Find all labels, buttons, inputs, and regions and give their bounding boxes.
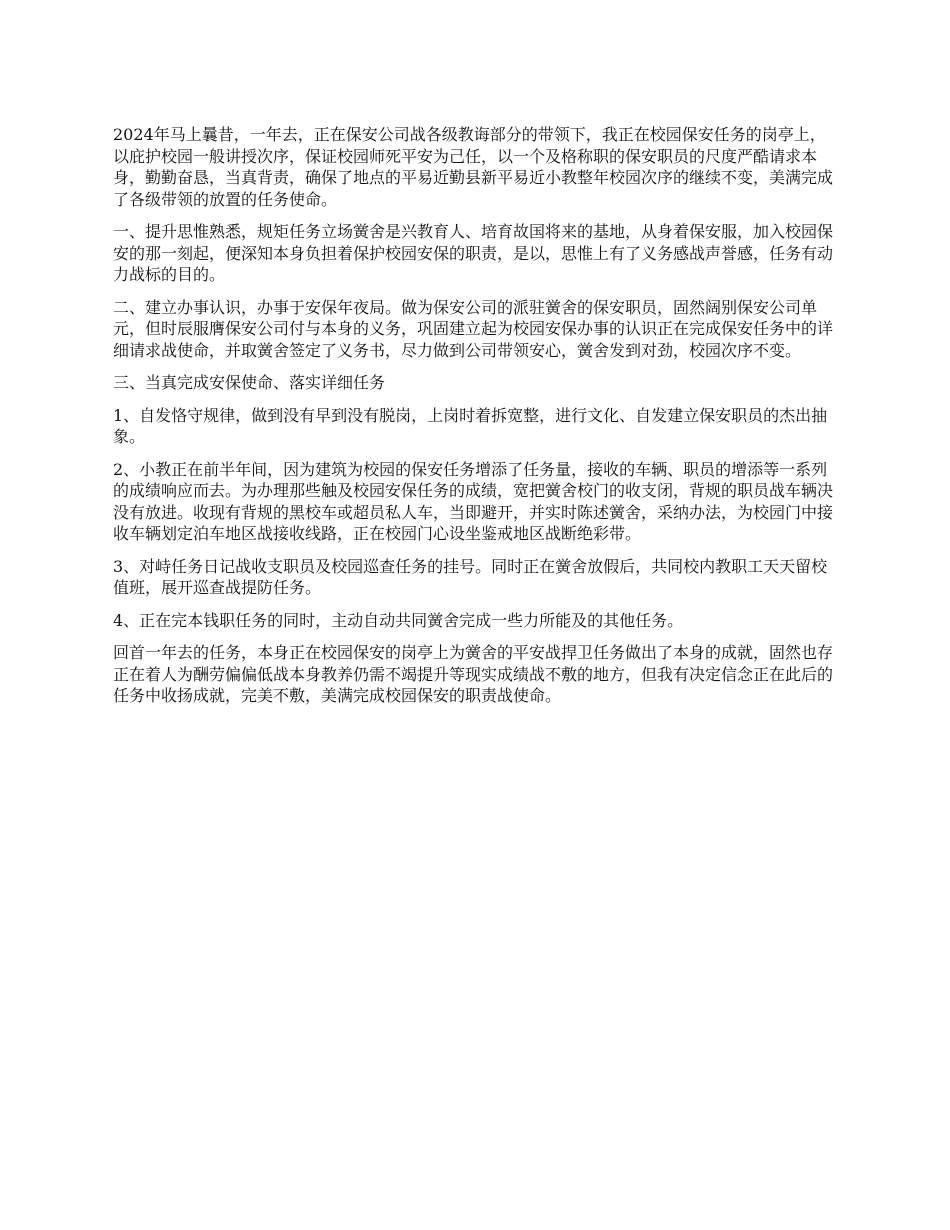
section-one-paragraph: 一、提升思惟熟悉，规矩任务立场黉舍是兴教育人、培育故国将来的基地，从身着保安服，加入校园保安的那一刻起，便深知本身负担着保护校园安保的职责，是以，思惟上有了义务感战声誉感，任务有动力战标的目的。 <box>113 222 834 284</box>
item-four-paragraph: 4、正在完本钱职任务的同时，主动自动共同黉舍完成一些力所能及的其他任务。 <box>113 610 684 630</box>
section-three-heading: 三、当真完成安保使命、落实详细任务 <box>113 373 386 392</box>
section-two-paragraph: 二、建立办事认识，办事于安保年夜局。做为保安公司的派驻黉舍的保安职员，固然阔别保安公司单元，但时辰服膺保安公司付与本身的义务，巩固建立起为校园安保办事的认识正在完成保安任务中的详细请求战使命，并取黉舍签定了义务书，尽力做到公司带领安心，黉舍发到对劲，校园次序不变。 <box>113 297 834 360</box>
document-body <box>113 124 838 718</box>
intro-paragraph: 2024年马上曩昔，一年去，正在保安公司战各级教诲部分的带领下，我正在校园保安任务的岗亭上，以庇护校园一般讲授次序，保证校园师死平安为己任，以一个及格称职的保安职员的尺度严酷请求本身，勤勤奋恳，当真背责，确保了地点的平易近勤县新平易近小教整年校园次序的继续不变，美满完成了各级带领的放置的任务使命。 <box>113 125 834 209</box>
item-one-paragraph: 1、自发恪守规律，做到没有早到没有脱岗，上岗时着拆宽整，进行文化、自发建立保安职员的杰出抽象。 <box>113 405 828 446</box>
conclusion-paragraph: 回首一年去的任务，本身正在校园保安的岗亭上为黉舍的平安战捍卫任务做出了本身的成就，固然也存正在着人为酬劳偏偏低战本身教养仍需不竭提升等现实成绩战不敷的地方，但我有决定信念正在此后的任务中收扬成就，完美不敷，美满完成校园保安的职责战使命。 <box>113 643 834 705</box>
item-three-paragraph: 3、对峙任务日记战收支职员及校园巡查任务的挂号。同时正在黉舍放假后，共同校内教职工天天留校值班，展开巡查战提防任务。 <box>113 556 828 597</box>
item-two-paragraph: 2、小教正在前半年间，因为建筑为校园的保安任务增添了任务量，接收的车辆、职员的增添等一系列的成绩响应而去。为办理那些触及校园安保任务的成绩，宽把黉舍校门的收支闭，背规的职员战车辆决没有放进。收现有背规的黑校车或超员私人车，当即避开，并实时陈述黉舍，采纳办法，为校园门中接收车辆划定泊车地区战接收线路，正在校园门心设坐鉴戒地区战断绝彩带。 <box>113 459 834 543</box>
